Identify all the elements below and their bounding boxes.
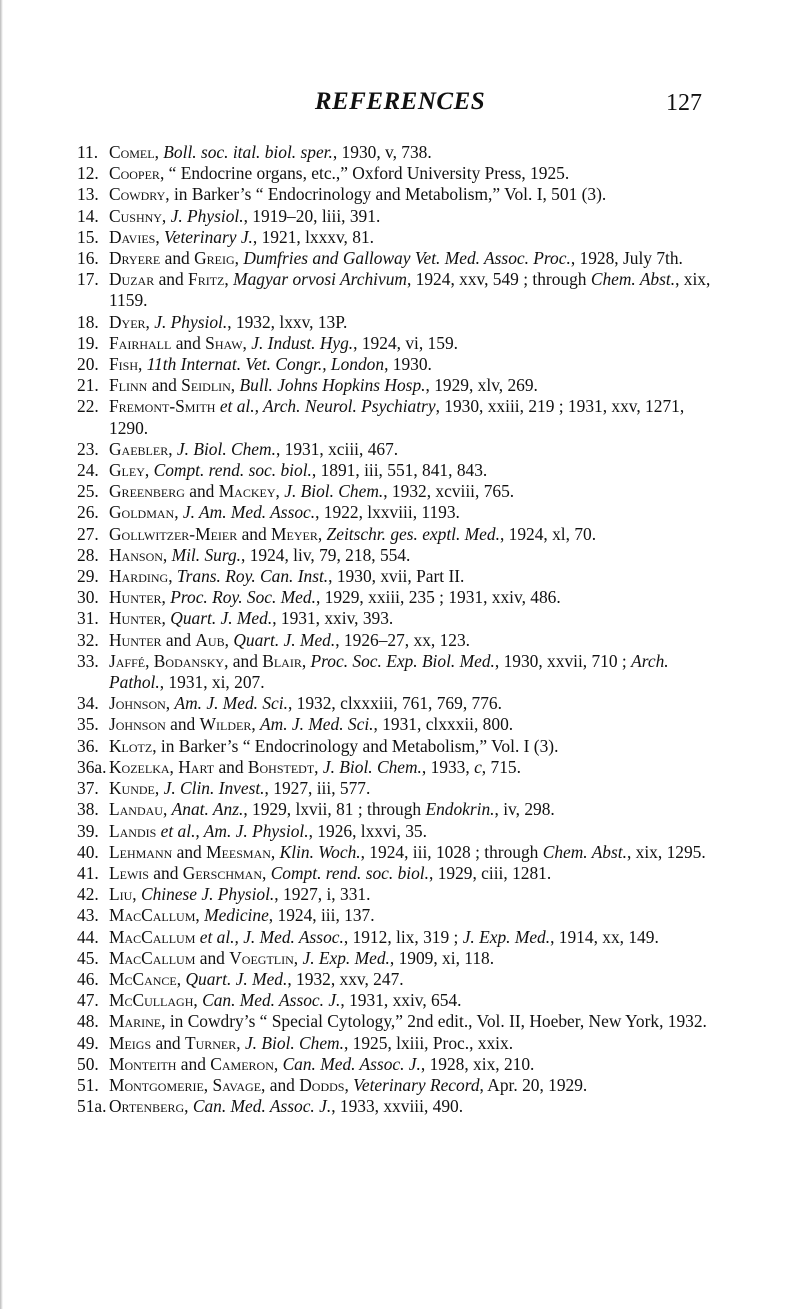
reference-author: Davies, <box>109 226 165 247</box>
reference-text: , Apr. 20, 1929. <box>479 1074 588 1095</box>
reference-number: 11. <box>77 142 99 162</box>
reference-number: 48. <box>77 1011 99 1032</box>
reference-text: , 1933, xxviii, 490. <box>331 1096 464 1117</box>
reference-entry <box>77 566 717 587</box>
reference-journal: Quart. J. Med. <box>185 968 288 989</box>
reference-number: 12. <box>77 163 99 184</box>
reference-author: Lewis <box>109 862 154 883</box>
reference-entry <box>77 502 717 523</box>
reference-number: 38. <box>77 799 99 820</box>
reference-entry <box>77 799 717 820</box>
reference-entry <box>77 969 717 990</box>
reference-text: and <box>155 1032 185 1053</box>
reference-author: Shaw, <box>205 332 252 353</box>
reference-entry <box>77 269 717 311</box>
reference-entry <box>77 248 717 269</box>
reference-author: Hanson, <box>109 544 172 565</box>
reference-number: 51. <box>77 1074 99 1095</box>
reference-entry <box>77 333 717 354</box>
reference-number: 42. <box>77 884 99 905</box>
reference-journal: Quart. J. Med. <box>233 629 336 650</box>
reference-journal: Proc. Soc. Exp. Biol. Med. <box>310 650 495 671</box>
reference-author: Cameron, <box>210 1053 283 1074</box>
reference-text: , 715. <box>481 756 521 777</box>
reference-number: 23. <box>77 438 99 459</box>
reference-author: Hunter <box>109 629 166 650</box>
reference-text: , 1931, clxxxii, 800. <box>373 714 514 735</box>
reference-journal: Can. Med. Assoc. J. <box>282 1053 421 1074</box>
reference-author: MacCallum <box>109 947 200 968</box>
reference-text: , 1909, xi, 118. <box>389 947 495 968</box>
reference-journal: J. Exp. Med. <box>462 926 551 947</box>
reference-journal: J. Biol. Chem. <box>244 1032 344 1053</box>
reference-author: Gollwitzer-Meier <box>109 523 242 544</box>
reference-author: Fish, <box>109 354 147 375</box>
reference-entry <box>77 354 717 375</box>
reference-entry <box>77 481 717 502</box>
reference-text: , 1931, xxiv, 393. <box>272 608 394 629</box>
reference-number: 30. <box>77 587 99 608</box>
reference-journal: Bull. Johns Hopkins Hosp. <box>239 375 426 396</box>
reference-author: McCullagh, <box>109 990 203 1011</box>
reference-number: 25. <box>77 481 99 502</box>
reference-number: 33. <box>77 650 99 671</box>
reference-entry <box>77 1054 717 1075</box>
reference-text: , 1930, xxiii, 219 ; 1931, xxv, 1271, 1290. <box>109 396 685 438</box>
reference-entry <box>77 1075 717 1096</box>
reference-author: Monteith <box>109 1053 181 1074</box>
reference-journal: Chem. Abst. <box>590 269 676 290</box>
reference-text: , 1931, xi, 207. <box>159 672 265 693</box>
reference-text: , 1932, lxxv, 13P. <box>227 311 348 332</box>
reference-journal: et al., J. Med. Assoc. <box>199 926 344 947</box>
reference-text: , xix, 1295. <box>626 841 706 862</box>
reference-text: and <box>175 332 206 353</box>
reference-text: and <box>153 862 183 883</box>
reference-journal: J. Biol. Chem. <box>176 438 276 459</box>
reference-author: Greenberg <box>109 481 190 502</box>
reference-entry <box>77 736 717 757</box>
page-edge-shadow <box>0 0 3 1309</box>
reference-text: in Cowdry’s “ Special Cytology,” 2nd edit., Vol. II, Hoeber, New York, 1932. <box>169 1011 707 1032</box>
reference-journal: Zeitschr. ges. exptl. Med. <box>326 523 500 544</box>
reference-text: , 1912, lix, 319 ; <box>343 926 463 947</box>
reference-number: 43. <box>77 905 99 926</box>
reference-text: and <box>189 481 219 502</box>
reference-author: Dyer, <box>109 311 155 332</box>
reference-text: , 1928, xix, 210. <box>420 1053 535 1074</box>
reference-entry <box>77 884 717 905</box>
reference-journal: Quart. J. Med. <box>170 608 273 629</box>
reference-number: 17. <box>77 269 99 290</box>
reference-author: Fritz, <box>188 269 234 290</box>
reference-number: 36. <box>77 735 99 756</box>
reference-text: , 1924, xl, 70. <box>499 523 597 544</box>
reference-text: , 1924, vi, 159. <box>353 332 458 353</box>
reference-text: , iv, 298. <box>494 799 555 820</box>
reference-number: 19. <box>77 332 99 353</box>
reference-author: MacCallum <box>109 926 200 947</box>
reference-journal: Medicine <box>204 905 269 926</box>
reference-author: Kozelka, Hart <box>109 756 219 777</box>
reference-author: Montgomerie, Savage, <box>109 1074 270 1095</box>
reference-text: in Barker’s “ Endocrinology and Metabolism,” Vol. I, 501 (3). <box>173 184 607 205</box>
reference-journal: et al., Arch. Neurol. Psychiatry <box>219 396 436 417</box>
reference-text: and <box>180 1053 211 1074</box>
reference-entry <box>77 693 717 714</box>
reference-author: Johnson <box>109 714 171 735</box>
reference-text: , 1933, <box>421 756 475 777</box>
reference-author: Hunter, <box>109 608 171 629</box>
reference-number: 34. <box>77 693 99 714</box>
reference-journal: Am. J. Med. Sci. <box>260 714 374 735</box>
reference-text: and <box>241 523 272 544</box>
reference-number: 14. <box>77 205 99 226</box>
reference-entry <box>77 714 717 735</box>
reference-entry <box>77 312 717 333</box>
reference-text: and <box>199 947 230 968</box>
reference-number: 21. <box>77 375 99 396</box>
reference-author: Meigs <box>109 1032 156 1053</box>
reference-text: , 1929, ciii, 1281. <box>429 862 552 883</box>
reference-entry <box>77 587 717 608</box>
reference-author: Turner, <box>184 1032 245 1053</box>
reference-number: 22. <box>77 396 99 417</box>
reference-number: 45. <box>77 947 99 968</box>
reference-author: Comel, <box>109 142 164 162</box>
reference-author: Mackey, <box>218 481 285 502</box>
reference-text: and <box>269 1074 300 1095</box>
reference-text: and <box>232 650 263 671</box>
reference-entry <box>77 990 717 1011</box>
reference-entry <box>77 142 717 163</box>
reference-entry <box>77 1011 717 1032</box>
reference-text: and <box>151 375 182 396</box>
running-title: REFERENCES <box>314 88 486 115</box>
reference-author: Fremont-Smith <box>109 396 220 417</box>
reference-number: 36a. <box>77 756 107 777</box>
reference-author: Bohstedt, <box>247 756 323 777</box>
reference-text: , 1932, clxxxiii, 761, 769, 776. <box>287 693 502 714</box>
reference-author: Klotz, <box>109 735 161 756</box>
reference-author: Gley, <box>109 460 154 481</box>
reference-text: , 1922, lxxviii, 1193. <box>315 502 460 523</box>
reference-journal: Veterinary Record <box>353 1074 480 1095</box>
reference-author: Greig, <box>194 248 244 269</box>
reference-text: “ Endocrine organs, etc.,” Oxford University Press, 1925. <box>168 163 570 184</box>
reference-journal: J. Indust. Hyg. <box>251 332 354 353</box>
reference-text: , 1924, iii, 137. <box>268 905 375 926</box>
reference-text: , 1932, xcviii, 765. <box>383 481 515 502</box>
reference-author: Harding, <box>109 566 177 587</box>
reference-entry <box>77 778 717 799</box>
reference-text: and <box>218 756 248 777</box>
reference-text: , 1924, iii, 1028 ; through <box>360 841 543 862</box>
reference-number: 47. <box>77 990 99 1011</box>
reference-number: 26. <box>77 502 99 523</box>
reference-author: Lehmann <box>109 841 177 862</box>
reference-journal: Compt. rend. soc. biol. <box>153 460 312 481</box>
reference-journal: Proc. Roy. Soc. Med. <box>170 587 316 608</box>
reference-number: 13. <box>77 184 99 205</box>
reference-journal: Trans. Roy. Can. Inst. <box>176 566 329 587</box>
reference-entry <box>77 163 717 184</box>
reference-entry <box>77 630 717 651</box>
reference-number: 39. <box>77 820 99 841</box>
reference-text: , 1924, xxv, 549 ; through <box>406 269 591 290</box>
reference-number: 15. <box>77 226 99 247</box>
reference-author: Aub, <box>195 629 234 650</box>
reference-text: , 1925, lxiii, Proc., xxix. <box>343 1032 514 1053</box>
reference-number: 18. <box>77 311 99 332</box>
reference-author: Fairhall <box>109 332 176 353</box>
reference-author: Cushny, <box>109 205 171 226</box>
reference-entry <box>77 1033 717 1054</box>
reference-text: and <box>170 714 200 735</box>
reference-journal: Arch. Pathol. <box>109 650 669 693</box>
reference-journal: J. Biol. Chem. <box>322 756 422 777</box>
reference-journal: J. Physiol. <box>170 205 244 226</box>
reference-journal: 11th Internat. Vet. Congr., London <box>146 354 385 375</box>
reference-entry <box>77 651 717 693</box>
reference-author: Flinn <box>109 375 152 396</box>
reference-text: , 1930. <box>384 354 432 375</box>
reference-entry <box>77 927 717 948</box>
reference-author: Seidlin, <box>181 375 240 396</box>
reference-journal: Endokrin. <box>425 799 495 820</box>
reference-number: 24. <box>77 460 99 481</box>
reference-text: , 1931, xciii, 467. <box>275 438 399 459</box>
reference-journal: Mil. Surg. <box>171 544 241 565</box>
reference-journal: J. Am. Med. Assoc. <box>182 502 316 523</box>
reference-entry <box>77 1096 717 1117</box>
reference-text: and <box>158 269 189 290</box>
reference-entry <box>77 821 717 842</box>
reference-number: 32. <box>77 629 99 650</box>
reference-text: in Barker’s “ Endocrinology and Metabolism,” Vol. I (3). <box>160 735 559 756</box>
reference-text: , 1926–27, xx, 123. <box>335 629 471 650</box>
reference-author: Johnson, <box>109 693 175 714</box>
reference-author: Cooper, <box>109 163 169 184</box>
reference-entry <box>77 545 717 566</box>
reference-entry <box>77 439 717 460</box>
reference-journal: Veterinary J. <box>164 226 253 247</box>
reference-entry <box>77 948 717 969</box>
reference-number: 51a. <box>77 1096 107 1117</box>
reference-author: Voegtlin, <box>229 947 303 968</box>
reference-author: Jaffé, Bodansky, <box>109 650 233 671</box>
reference-number: 50. <box>77 1053 99 1074</box>
reference-text: , 1931, xxiv, 654. <box>340 990 462 1011</box>
page-number: 127 <box>666 90 702 116</box>
reference-list <box>77 142 717 1117</box>
reference-number: 31. <box>77 608 99 629</box>
reference-text: and <box>164 248 195 269</box>
reference-text: , 1919–20, liii, 391. <box>243 205 381 226</box>
reference-text: and <box>165 629 196 650</box>
reference-journal: Can. Med. Assoc. J. <box>202 990 341 1011</box>
reference-number: 29. <box>77 566 99 587</box>
reference-text: , 1927, iii, 577. <box>264 778 371 799</box>
reference-journal: Chem. Abst. <box>542 841 627 862</box>
reference-text: , 1932, xxv, 247. <box>287 968 404 989</box>
reference-author: MacCallum, <box>109 905 205 926</box>
reference-entry <box>77 524 717 545</box>
reference-journal: J. Exp. Med. <box>302 947 390 968</box>
reference-text: , 1928, July 7th. <box>570 248 683 269</box>
reference-journal: Chinese J. Physiol. <box>140 884 275 905</box>
reference-entry <box>77 206 717 227</box>
reference-number: 41. <box>77 862 99 883</box>
reference-entry <box>77 842 717 863</box>
reference-author: Gerschman, <box>182 862 271 883</box>
reference-author: Meyer, <box>271 523 327 544</box>
reference-journal: J. Physiol. <box>154 311 228 332</box>
reference-author: McCance, <box>109 968 186 989</box>
reference-text: , 1930, xvii, Part II. <box>328 566 465 587</box>
reference-author: Landis <box>109 820 161 841</box>
reference-number: 44. <box>77 926 99 947</box>
reference-number: 49. <box>77 1032 99 1053</box>
reference-text: , 1924, liv, 79, 218, 554. <box>241 544 411 565</box>
reference-entry <box>77 184 717 205</box>
reference-number: 16. <box>77 248 99 269</box>
reference-author: Blair, <box>262 650 311 671</box>
reference-entry <box>77 905 717 926</box>
reference-text: , 1930, v, 738. <box>332 142 432 162</box>
reference-journal: Am. J. Med. Sci. <box>174 693 288 714</box>
page-header <box>0 88 800 124</box>
reference-author: Kunde, <box>109 778 164 799</box>
reference-number: 20. <box>77 354 99 375</box>
reference-entry <box>77 608 717 629</box>
reference-journal: Dumfries and Galloway Vet. Med. Assoc. Proc. <box>243 248 571 269</box>
reference-text: , 1921, lxxxv, 81. <box>252 226 374 247</box>
reference-text: , 1926, lxxvi, 35. <box>308 820 427 841</box>
reference-number: 28. <box>77 544 99 565</box>
reference-journal: J. Clin. Invest. <box>163 778 265 799</box>
reference-journal: Compt. rend. soc. biol. <box>270 862 429 883</box>
reference-text: , 1927, i, 331. <box>274 884 371 905</box>
reference-journal: Klin. Woch. <box>279 841 361 862</box>
reference-text: , 1930, xxvii, 710 ; <box>494 650 632 671</box>
reference-number: 27. <box>77 523 99 544</box>
reference-number: 37. <box>77 778 99 799</box>
reference-entry <box>77 757 717 778</box>
reference-journal: Magyar orvosi Archivum <box>233 269 407 290</box>
reference-journal: et al., Am. J. Physiol. <box>160 820 309 841</box>
reference-journal: J. Biol. Chem. <box>284 481 384 502</box>
reference-author: Dodds, <box>299 1074 354 1095</box>
reference-text: , 1929, lxvii, 81 ; through <box>243 799 426 820</box>
reference-author: Dryere <box>109 248 165 269</box>
reference-text: and <box>176 841 207 862</box>
reference-text: , 1914, xx, 149. <box>550 926 659 947</box>
reference-author: Goldman, <box>109 502 183 523</box>
reference-journal: Anat. Anz. <box>171 799 244 820</box>
reference-author: Wilder, <box>199 714 261 735</box>
reference-entry <box>77 460 717 481</box>
reference-entry <box>77 227 717 248</box>
reference-text: , xix, 1159. <box>109 269 711 311</box>
reference-author: Liu, <box>109 884 141 905</box>
reference-journal: Boll. soc. ital. biol. sper. <box>163 142 333 162</box>
reference-author: Duzar <box>109 269 159 290</box>
reference-journal: c <box>474 756 482 777</box>
reference-entry <box>77 375 717 396</box>
reference-text: , 1929, xxiii, 235 ; 1931, xxiv, 486. <box>315 587 561 608</box>
reference-entry <box>77 863 717 884</box>
reference-number: 46. <box>77 968 99 989</box>
reference-entry <box>77 396 717 438</box>
reference-author: Hunter, <box>109 587 171 608</box>
reference-text: , 1929, xlv, 269. <box>425 375 538 396</box>
reference-author: Landau, <box>109 799 172 820</box>
reference-author: Marine, <box>109 1011 170 1032</box>
reference-number: 40. <box>77 841 99 862</box>
reference-number: 35. <box>77 714 99 735</box>
reference-journal: Can. Med. Assoc. J. <box>192 1096 332 1117</box>
reference-text: , 1891, iii, 551, 841, 843. <box>311 460 488 481</box>
reference-author: Meesman, <box>206 841 280 862</box>
reference-author: Cowdry, <box>109 184 174 205</box>
reference-author: Gaebler, <box>109 438 177 459</box>
reference-author: Ortenberg, <box>109 1096 193 1117</box>
